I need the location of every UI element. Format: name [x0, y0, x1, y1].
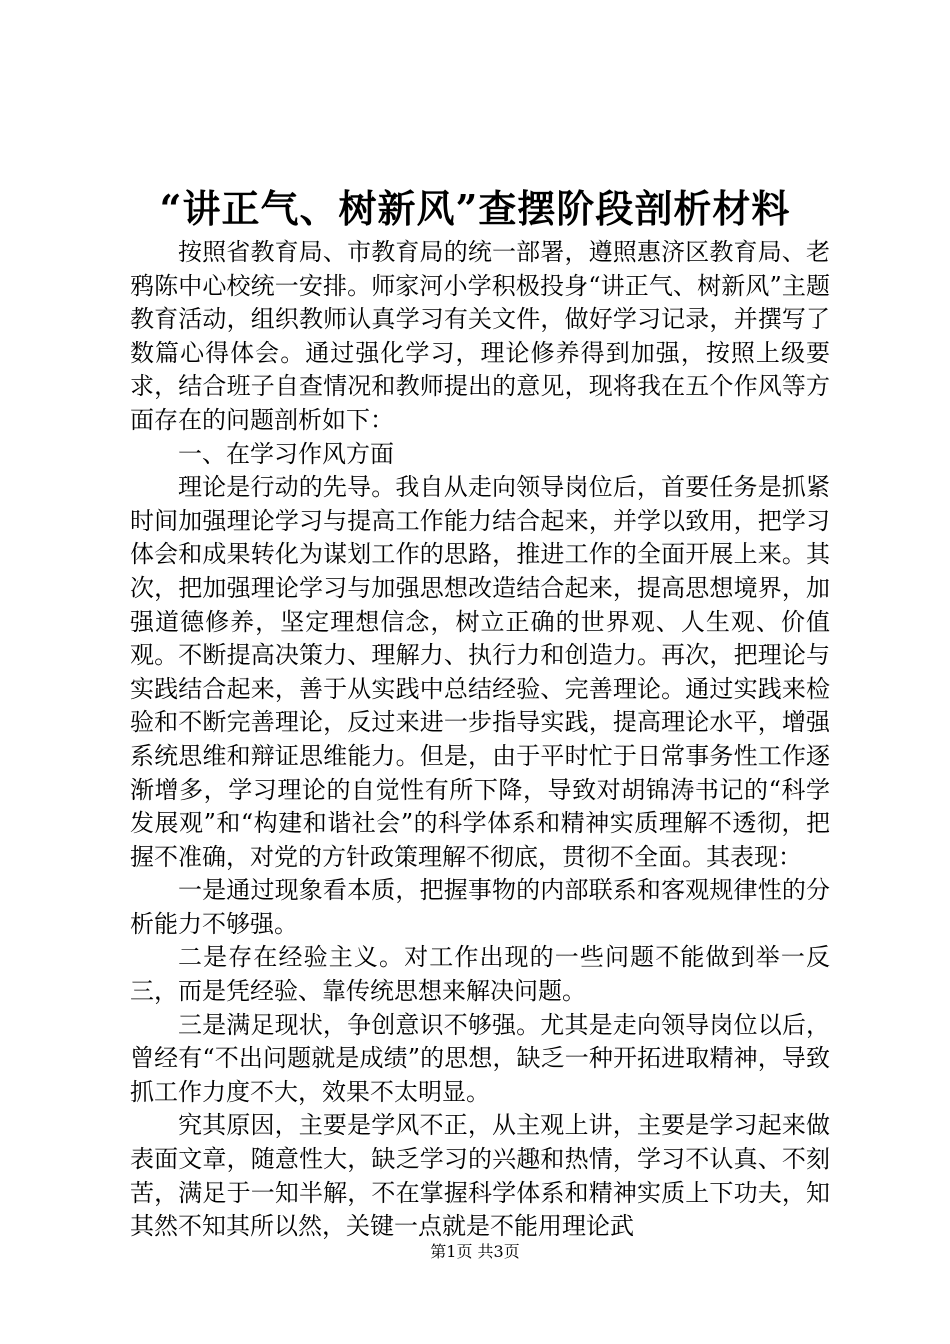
paragraph-point-one: 一是通过现象看本质，把握事物的内部联系和客观规律性的分析能力不够强。 — [130, 876, 830, 938]
section-heading: 一、在学习作风方面 — [178, 439, 394, 468]
paragraph-theory: 理论是行动的先导。我自从走向领导岗位后，首要任务是抓紧时间加强理论学习与提高工作能力结合起来，并学以致用，把学习体会和成果转化为谋划工作的思路，推进工作的全面开展上来。其次，把加强理论学习与加强思想改造结合起来，提高思想境界，加强道德修养，坚定理想信念，树立正确的世界观、人生观、价值观。不断提高决策力、理解力、执行力和创造力。再次，把理论与实践结合起来，善于从实践中总结经验、完善理论。通过实践来检验和不断完善理论，反过来进一步指导实践，提高理论水平，增强系统思维和辩证思维能力。但是，由于平时忙于日常事务性工作逐渐增多，学习理论的自觉性有所下降，导致对胡锦涛书记的“科学发展观”和“构建和谐社会”的科学体系和精神实质理解不透彻，把握不准确，对党的方针政策理解不彻底，贯彻不全面。其表现： — [130, 473, 830, 871]
document-body — [130, 236, 830, 1244]
document-title: “讲正气、树新风”查摆阶段剖析材料 — [159, 186, 791, 231]
paragraph-point-two: 二是存在经验主义。对工作出现的一些问题不能做到举一反三，而是凭经验、靠传统思想来解决问题。 — [130, 943, 830, 1006]
paragraph-point-three: 三是满足现状，争创意识不够强。尤其是走向领导岗位以后，曾经有“不出问题就是成绩”的思想，缺乏一种开拓进取精神，导致抓工作力度不大，效果不太明显。 — [130, 1010, 830, 1106]
paragraph-intro: 按照省教育局、市教育局的统一部署，遵照惠济区教育局、老鸦陈中心校统一安排。师家河小学积极投身“讲正气、树新风”主题教育活动，组织教师认真学习有关文件，做好学习记录，并撰写了数篇心得体会。通过强化学习，理论修养得到加强，按照上级要求，结合班子自查情况和教师提出的意见，现将我在五个作风等方面存在的问题剖析如下： — [130, 238, 830, 434]
paragraph-cause: 究其原因，主要是学风不正，从主观上讲，主要是学习起来做表面文章，随意性大，缺乏学习的兴趣和热情，学习不认真、不刻苦，满足于一知半解，不在掌握科学体系和精神实质上下功夫，知其然不知其所以然，关键一点就是不能用理论武 — [130, 1111, 830, 1241]
page-footer: 第1页 共3页 — [430, 1242, 520, 1261]
